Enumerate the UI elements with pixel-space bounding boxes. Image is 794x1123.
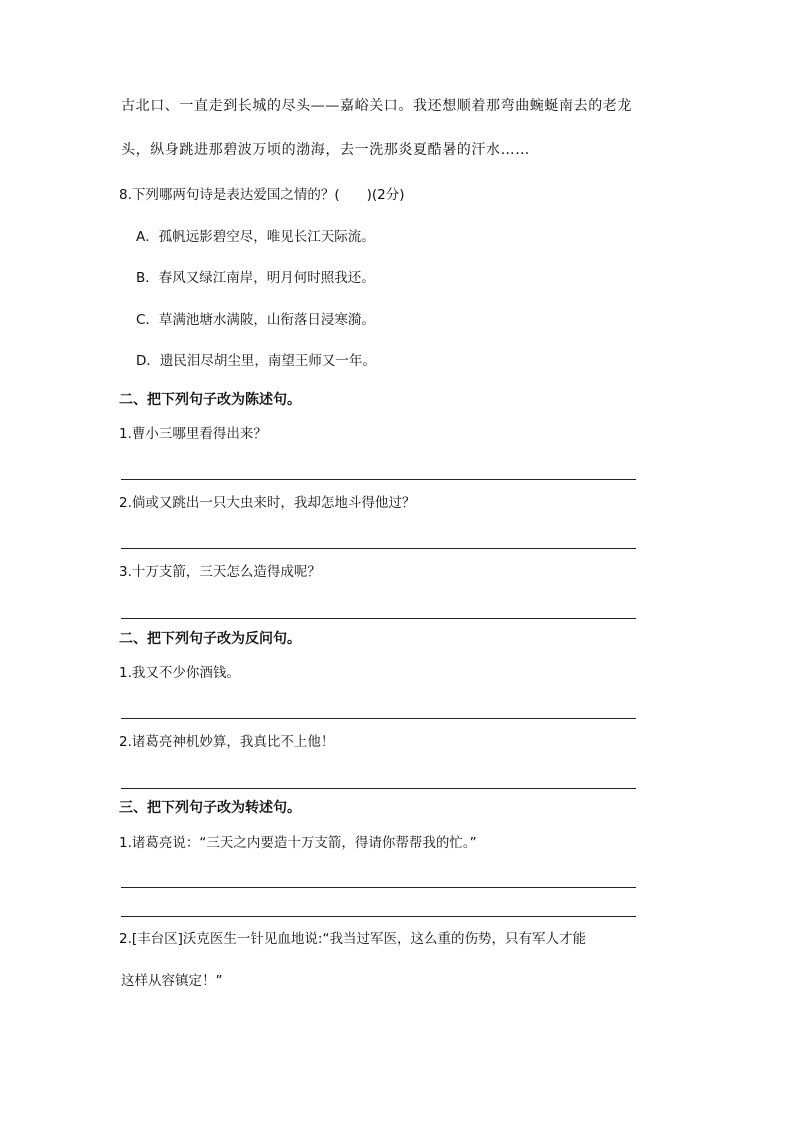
- option-letter: C: [136, 312, 146, 328]
- option-c[interactable]: [136, 311, 375, 329]
- answer-line[interactable]: [121, 479, 636, 480]
- rhetorical-item-2: 2.诸葛亮神机妙算，我真比不上他！: [119, 734, 335, 750]
- declarative-item-3: 3.十万支箭，三天怎么造得成呢？: [119, 564, 321, 580]
- section-heading-rhetorical: 二、把下列句子改为反问句。: [119, 631, 301, 647]
- answer-line[interactable]: [121, 788, 636, 789]
- option-text: ．孤帆远影碧空尽，唯见长江天际流。: [145, 229, 375, 245]
- answer-line[interactable]: [121, 916, 636, 917]
- option-letter: B: [136, 270, 146, 286]
- answer-line[interactable]: [121, 718, 636, 719]
- passage-line-1: 古北口、一直走到长城的尽头——嘉峪关口。我还想顺着那弯曲蜿蜒南去的老龙: [121, 98, 632, 114]
- option-letter: D: [136, 353, 147, 369]
- option-text: ．草满池塘水满陂，山衔落日浸寒漪。: [145, 312, 375, 328]
- section-heading-indirect: 三、把下列句子改为转述句。: [119, 800, 301, 816]
- declarative-item-1: 1.曹小三哪里看得出来？: [119, 426, 267, 442]
- indirect-item-1: 1.诸葛亮说：“三天之内要造十万支箭，得请你帮帮我的忙。”: [119, 835, 477, 851]
- answer-line[interactable]: [121, 548, 636, 549]
- answer-line[interactable]: [121, 887, 636, 888]
- section-heading-declarative: 二、把下列句子改为陈述句。: [119, 392, 301, 408]
- indirect-item-2-line-1: 2.[丰台区]沃克医生一针见血地说:“我当过军医，这么重的伤势，只有军人才能: [119, 931, 586, 947]
- question-8-stem: 8.下列哪两句诗是表达爱国之情的？( )(2分): [119, 187, 405, 203]
- passage-line-2: 头，纵身跳进那碧波万顷的渤海，去一洗那炎夏酷暑的汗水……: [121, 142, 530, 158]
- declarative-item-2: 2.倘或又跳出一只大虫来时，我却怎地斗得他过？: [119, 495, 416, 511]
- option-a[interactable]: [136, 228, 375, 246]
- option-text: ．春风又绿江南岸，明月何时照我还。: [145, 270, 375, 286]
- indirect-item-2-line-2: 这样从容镇定！”: [121, 973, 223, 989]
- option-b[interactable]: [136, 269, 375, 287]
- rhetorical-item-1: 1.我又不少你酒钱。: [119, 665, 240, 681]
- option-text: ．遗民泪尽胡尘里，南望王师又一年。: [146, 353, 376, 369]
- option-letter: A: [136, 229, 146, 245]
- answer-line[interactable]: [121, 618, 636, 619]
- option-d[interactable]: [136, 352, 376, 370]
